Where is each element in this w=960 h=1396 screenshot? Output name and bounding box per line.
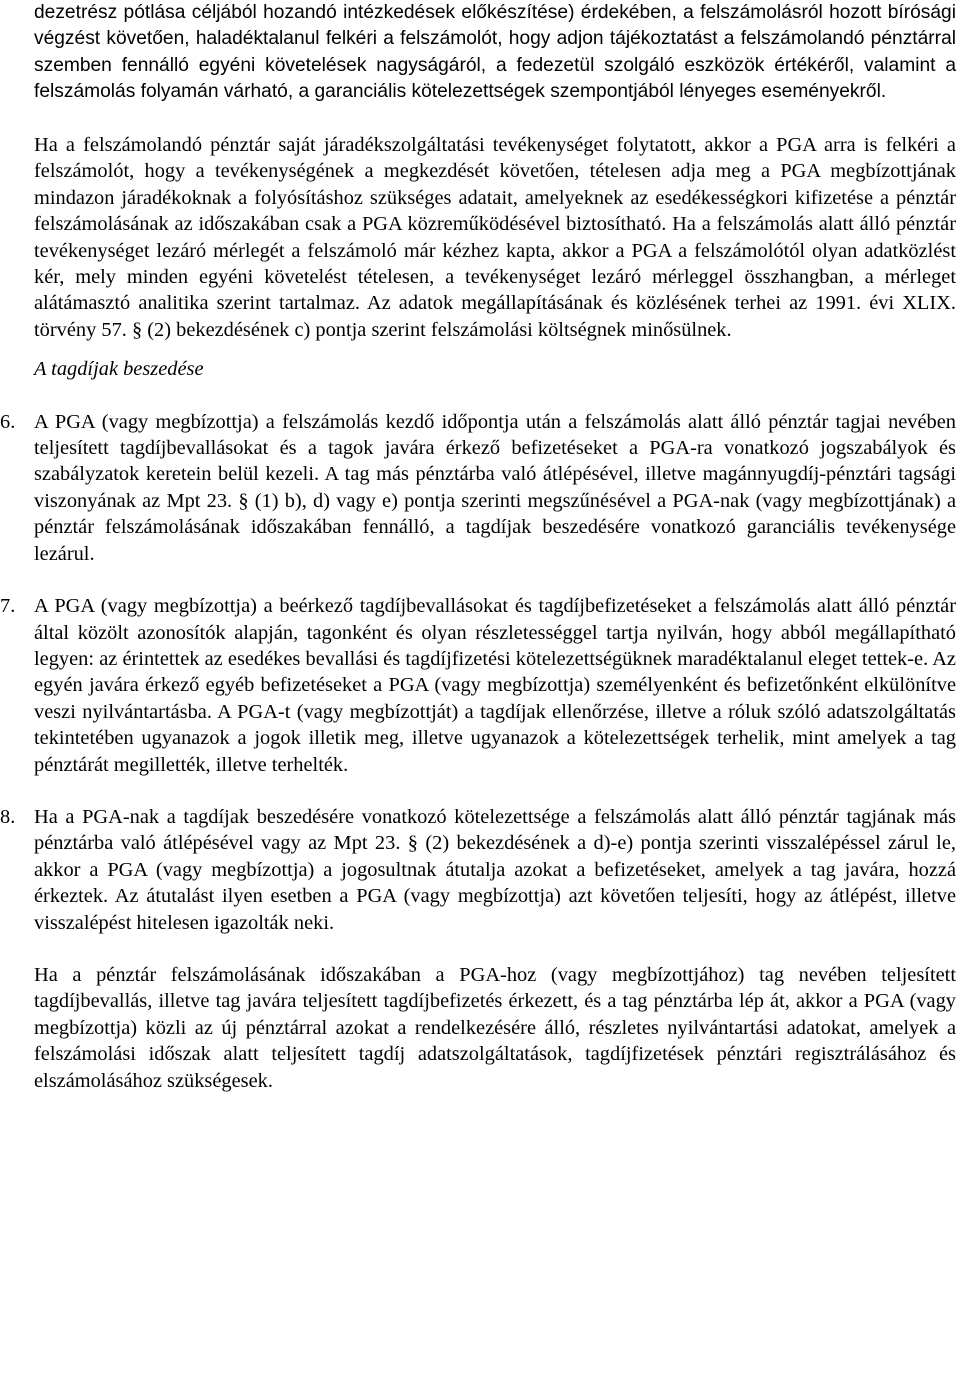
paragraph-number: 7. [0, 595, 16, 618]
paragraph-annuity-data: Ha a felszámolandó pénztár saját járadékszolgáltatási tevékenységet folytatott, akkor a PGA arra is felkéri a felszámolót, hogy a tevékenységének a megkezdését követően, tételesen adja meg a PGA megbízottjának mindazon járadékoknak a folyósításhoz szükséges adatait, amelyeknek az esedékességkori kifizetése a pénztár felszámolásának az időszakában csak a PGA közreműködésével biztosítható. Ha a felszámolás alatt álló pénztár tevékenységet lezáró mérlegét a felszámoló már kézhez kapta, akkor a PGA a felszámolótól olyan adatközlést kér, mely minden egyéni követelést tételesen, a tevékenységet lezáró mérleggel összhangban, a mérleget alátámasztó analitika szerint tartalmaz. Az adatok megállapításának és közlésének terhei az 1991. évi XLIX. törvény 57. § (2) bekezdésének c) pontja szerint felszámolási költségnek minősülnek. [34, 134, 956, 341]
paragraph-text: Ha a PGA-nak a tagdíjak beszedésére vonatkozó kötelezettsége a felszámolás alatt álló pénztár tagjának más pénztárba való átlépésével vagy az Mpt 23. § (2) bekezdésének a d)-e) pontja szerinti visszalépéssel zárul le, akkor a PGA (vagy megbízottja) a jogosultnak átutalja azokat a befizetéseket, amelyek a tag javára, hozzá érkeztek. Az átutalást ilyen esetben a PGA (vagy megbízottja) azt követően teljesíti, hogy az átlépést, illetve visszalépést hitelesen igazolták neki. [34, 805, 956, 934]
paragraph-gap [34, 936, 956, 962]
numbered-paragraph-7 [0, 593, 956, 778]
paragraph-gap [34, 567, 956, 593]
paragraph-number: 6. [0, 410, 16, 433]
paragraph-gap [34, 383, 956, 409]
numbered-paragraph-8 [0, 804, 956, 936]
paragraph-gap [34, 106, 956, 132]
paragraph-gap [34, 343, 956, 356]
paragraph-intro-continuation: dezetrész pótlása céljából hozandó intézkedések előkészítése) érdekében, a felszámolásról hozott bírósági végzést követően, haladéktalanul felkéri a felszámolót, hogy adjon tájékoztatást a felszámolandó pénztárral szemben fennálló egyéni követelések nagyságáról, a fedezetül szolgáló eszközök értékéről, valamint a felszámolás folyamán várható, a garanciális kötelezettségek szempontjából lényeges eseményekről. [34, 2, 956, 103]
paragraph-number: 8. [0, 805, 16, 828]
paragraph-member-transfer: Ha a pénztár felszámolásának időszakában a PGA-hoz (vagy megbízottjához) tag nevében teljesített tagdíjbevallás, illetve tag javára teljesített tagdíjbefizetés érkezett, és a tag pénztárba lép át, akkor a PGA (vagy megbízottja) közli az új pénztárral azokat a rendelkezésére álló, részletes nyilvántartási adatokat, amelyek a felszámolási időszak alatt teljesített tagdíj adatszolgáltatások, tagdíjfizetések pénztári regisztrálásához és elszámolásához szükségesek. [34, 963, 956, 1092]
numbered-paragraph-6 [0, 409, 956, 567]
paragraph-text: A PGA (vagy megbízottja) a beérkező tagdíjbevallásokat és tagdíjbefizetéseket a felszámolás alatt álló pénztár által közölt azonosítók alapján, tagonként és olyan részletességgel tartja nyilván, hogy abból megállapítható legyen: az érintettek az esedékes bevallási és tagdíjfizetési kötelezettségüknek maradéktalanul eleget tettek-e. Az egyén javára érkező egyéb befizetéseket a PGA (vagy megbízottja) személyenként és befizetőnként elkülönítve veszi nyilvántartásba. A PGA-t (vagy megbízottját) a tagdíjak ellenőrzése, illetve a róluk szóló adatszolgáltatás tekintetében ugyanazok a jogok illetik meg, illetve ugyanazok a kötelezettségek terhelik, mint amelyek a tag pénztárát megillették, illetve terhelték. [34, 595, 956, 776]
section-heading: A tagdíjak beszedése [34, 358, 204, 381]
paragraph-text: A PGA (vagy megbízottja) a felszámolás kezdő időpontja után a felszámolás alatt álló pénztár tagjai nevében teljesített tagdíjbevallásokat és a tagok javára érkező befizetéseket a PGA-ra vonatkozó jogszabályok és szabályzatok keretein belül kezeli. A tag más pénztárba való átlépésével, illetve magánnyugdíj-pénztári tagsági viszonyának az Mpt 23. § (1) b), d) vagy e) pontja szerinti megszűnésével a PGA-nak (vagy megbízottjának) a pénztár felszámolásának időszakában fennálló, a tagdíjak beszedésére vonatkozó garanciális tevékenysége lezárul. [34, 410, 956, 565]
paragraph-gap [34, 778, 956, 804]
